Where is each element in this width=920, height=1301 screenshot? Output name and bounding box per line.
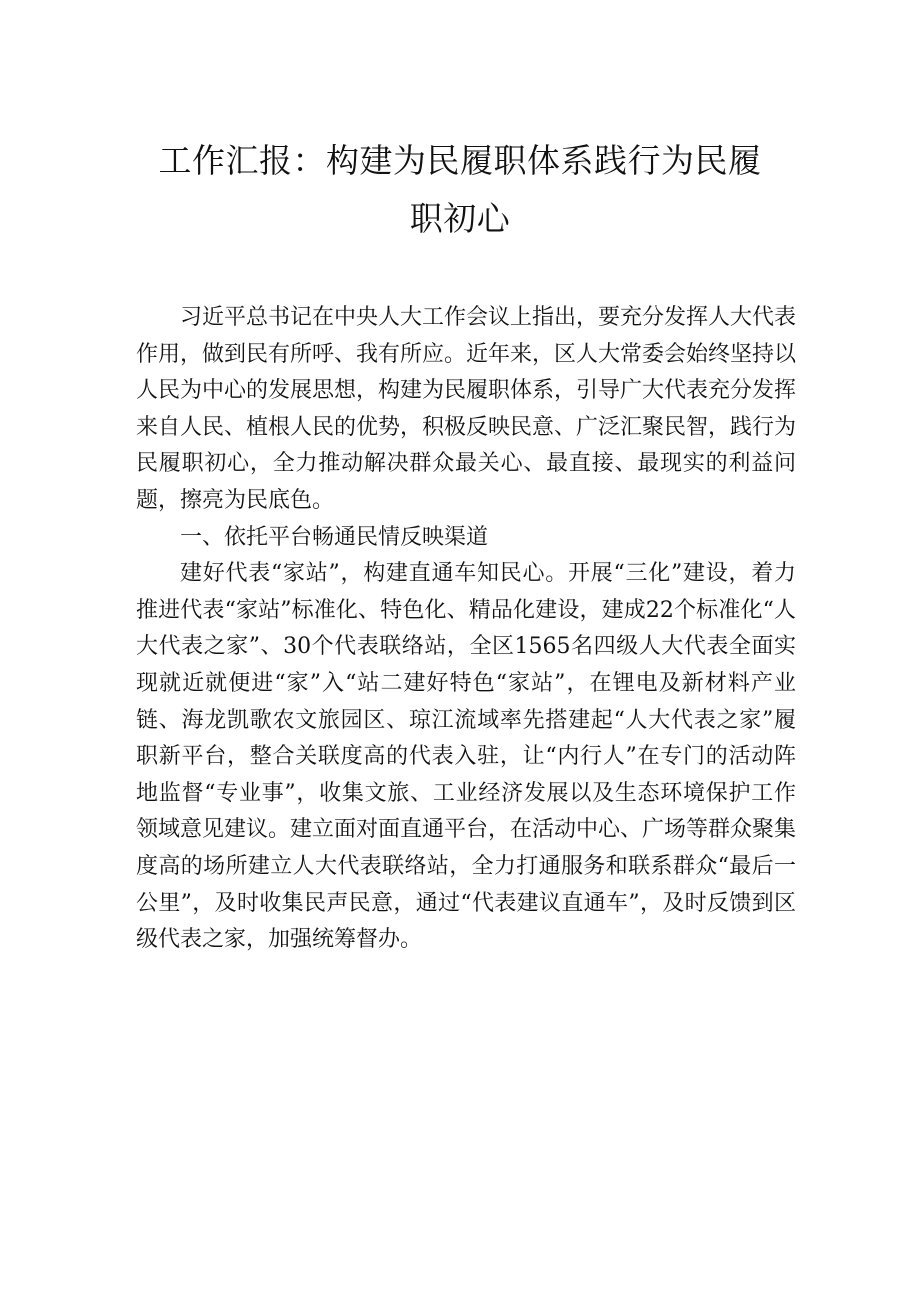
document-body: [136, 300, 796, 959]
section-heading: 一、依托平台畅通民情反映渠道: [180, 524, 489, 550]
title-line-2: 职初心: [409, 199, 511, 238]
document-title: [130, 132, 790, 248]
section-paragraph: 建好代表“家站”，构建直通车知民心。开展“三化”建设，着力推进代表“家站”标准化、特色化、精品化建设，建成22个标准化“人大代表之家”、30个代表联络站，全区1565名四级人大代表全面实现就近就便进“家”入“站二建好特色“家站”，在锂电及新材料产业链、海龙凯歌农文旅园区、琼江流域率先搭建起“人大代表之家”履职新平台，整合关联度高的代表入驻，让“内行人”在专门的活动阵地监督“专业事”，收集文旅、工业经济发展以及生态环境保护工作领域意见建议。建立面对面直通平台，在活动中心、广场等群众聚集度高的场所建立人大代表联络站，全力打通服务和联系群众“最后一公里”，及时收集民声民意，通过“代表建议直通车”，及时反馈到区级代表之家，加强统筹督办。: [136, 561, 797, 953]
intro-paragraph: 习近平总书记在中央人大工作会议上指出，要充分发挥人大代表作用，做到民有所呼、我有所应。近年来，区人大常委会始终坚持以人民为中心的发展思想，构建为民履职体系，引导广大代表充分发挥来自人民、植根人民的优势，积极反映民意、广泛汇聚民智，践行为民履职初心，全力推动解决群众最关心、最直接、最现实的利益问题，擦亮为民底色。: [136, 305, 797, 513]
title-line-1: 工作汇报：构建为民履职体系践行为民履: [158, 141, 762, 180]
